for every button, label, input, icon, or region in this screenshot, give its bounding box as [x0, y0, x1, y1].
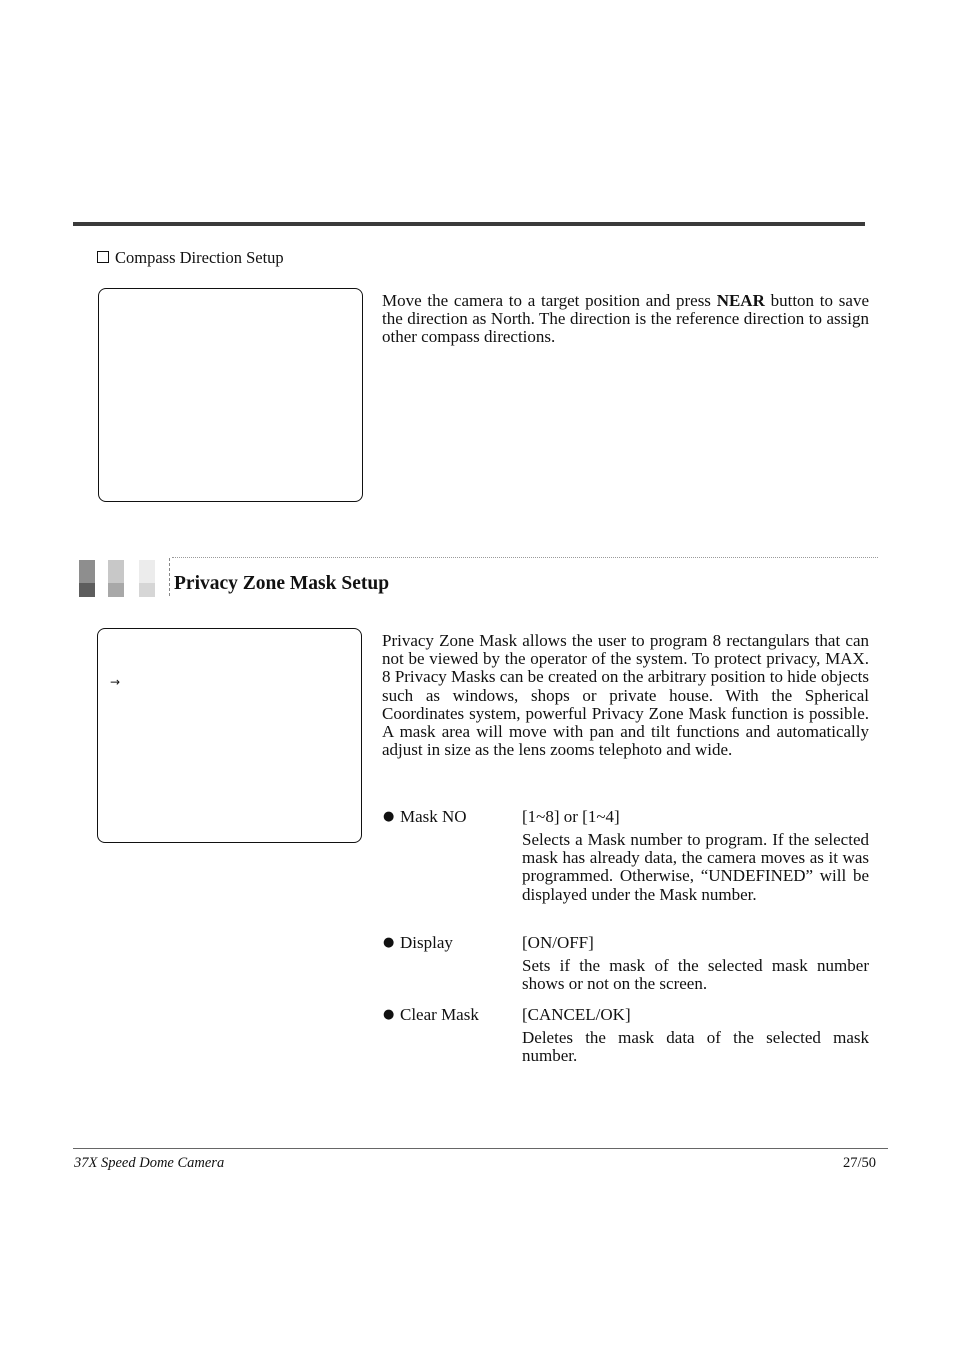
privacy-screen-box — [97, 628, 362, 843]
top-rule — [73, 222, 865, 226]
item-desc-clear-mask: Deletes the mask data of the selected mask number. — [522, 1028, 869, 1066]
footer-page-number: 27/50 — [842, 1155, 876, 1171]
bullet-icon: ● — [383, 935, 395, 950]
section-marker-bar — [79, 560, 95, 597]
compass-para-text-1: Move the camera to a target position and press — [382, 291, 717, 310]
section-marker-bar — [139, 560, 155, 597]
compass-paragraph — [382, 292, 869, 347]
section-title: Privacy Zone Mask Setup — [174, 573, 390, 594]
bullet-icon: ● — [383, 1007, 395, 1022]
item-desc-mask-no: Selects a Mask number to program. If the selected mask has already data, the camera moves as it was programmed. Otherwise, “UNDEFINED” will be displayed under the Mask number. — [522, 830, 869, 904]
privacy-paragraph: Privacy Zone Mask allows the user to program 8 rectangulars that can not be viewed by the operator of the system. To protect privacy, MAX. 8 Privacy Masks can be created on the arbitrary position to hide objects such as windows, shops or private house. With the Spherical Coordinates system, powerful Privacy Zone Mask function is possible. A mask area will move with pan and tilt functions and automatically adjust in size as the lens zooms telephoto and wide. — [382, 631, 869, 760]
item-desc-display: Sets if the mask of the selected mask number shows or not on the screen. — [522, 956, 869, 994]
footer-rule — [73, 1148, 888, 1149]
section-marker-bar — [108, 560, 124, 597]
compass-heading — [97, 248, 284, 268]
menu-arrow-icon: → — [110, 675, 121, 689]
item-name-clear-mask: Clear Mask — [400, 1005, 479, 1024]
compass-heading-text: Compass Direction Setup — [115, 248, 284, 267]
footer-doc-title: 37X Speed Dome Camera — [74, 1155, 225, 1171]
section-divider — [172, 557, 878, 558]
item-range-mask-no: [1~8] or [1~4] — [522, 807, 620, 826]
checkbox-icon — [97, 251, 109, 263]
item-name-display: Display — [400, 933, 453, 952]
compass-screen-box — [98, 288, 363, 502]
item-name-mask-no: Mask NO — [400, 807, 467, 826]
item-range-clear-mask: [CANCEL/OK] — [522, 1005, 631, 1024]
section-tick — [169, 558, 171, 596]
near-button-term: NEAR — [716, 291, 765, 310]
item-range-display: [ON/OFF] — [522, 933, 594, 952]
bullet-icon: ● — [383, 809, 395, 824]
compass-para-text-2: button to save the direction as North. The direction is the reference direction to assign other compass directions. — [382, 291, 869, 347]
